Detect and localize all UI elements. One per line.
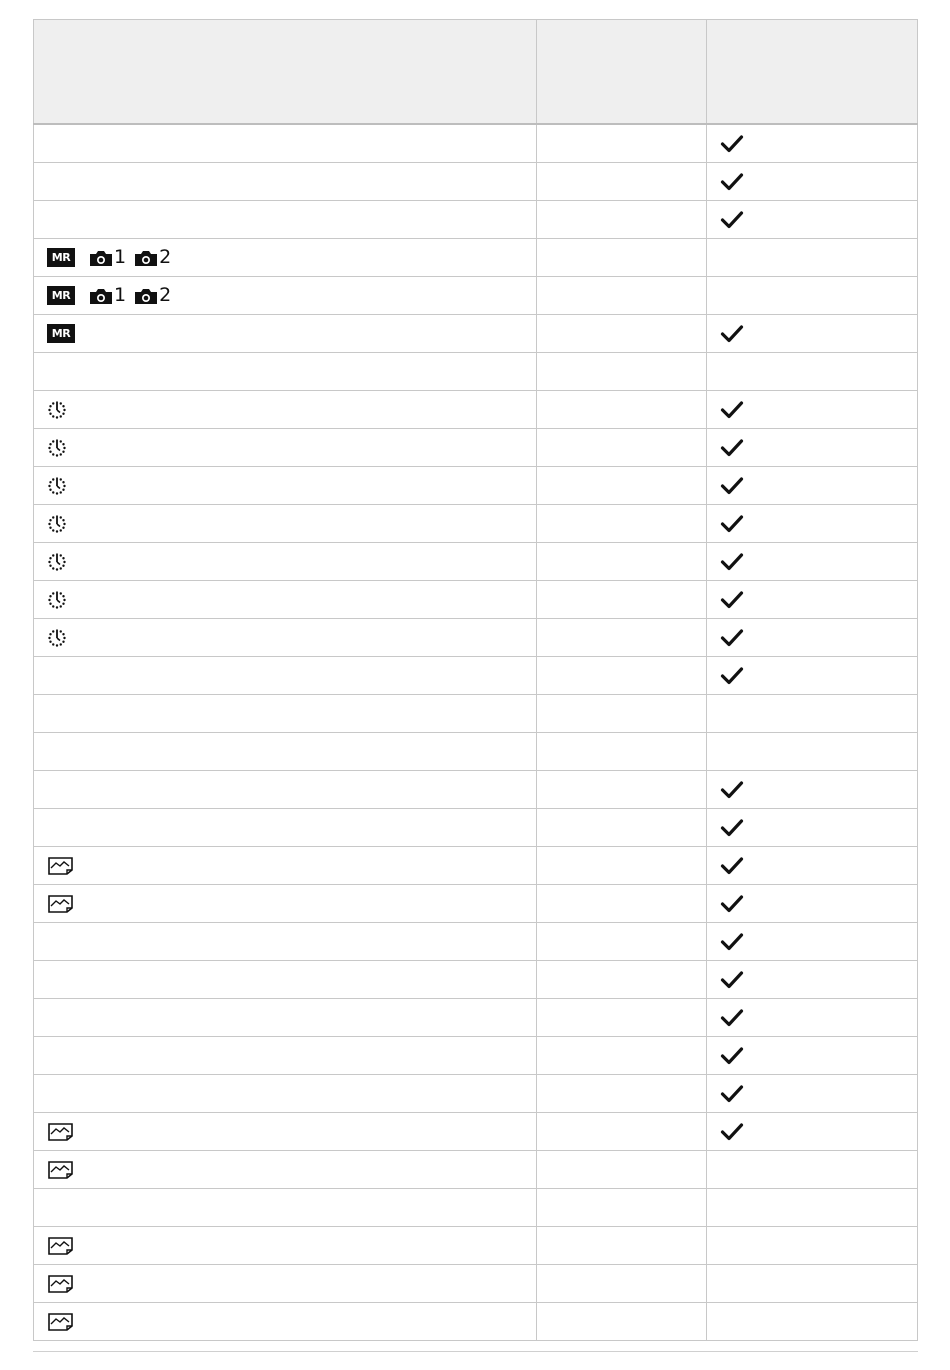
item-cell — [34, 733, 537, 771]
table-row — [34, 581, 918, 619]
self-timer-icon — [47, 590, 67, 610]
middle-cell — [536, 847, 706, 885]
item-cell — [34, 1151, 537, 1189]
item-cell — [34, 1227, 537, 1265]
table-row — [34, 1113, 918, 1151]
item-cell — [34, 771, 537, 809]
checkmark-icon — [720, 134, 744, 154]
header-cell-check — [706, 20, 917, 125]
check-cell — [706, 543, 917, 581]
check-cell — [706, 239, 917, 277]
checkmark-icon — [720, 970, 744, 990]
checkmark-icon — [720, 628, 744, 648]
self-timer-icon — [47, 552, 67, 572]
check-mark — [720, 552, 917, 572]
self-timer-icon — [47, 514, 67, 534]
item-icons — [47, 286, 536, 305]
check-mark — [720, 1008, 917, 1028]
middle-cell — [536, 277, 706, 315]
middle-cell — [536, 467, 706, 505]
check-cell — [706, 581, 917, 619]
camera-memory-number: 2 — [159, 246, 172, 268]
item-cell — [34, 201, 537, 239]
check-cell — [706, 695, 917, 733]
checkmark-icon — [720, 172, 744, 192]
check-cell — [706, 1037, 917, 1075]
self-timer-icon — [47, 400, 67, 420]
middle-cell — [536, 961, 706, 999]
item-icons — [47, 1236, 536, 1256]
check-cell — [706, 657, 917, 695]
checkmark-icon — [720, 856, 744, 876]
middle-cell — [536, 1151, 706, 1189]
settings-table — [33, 19, 918, 1341]
middle-cell — [536, 619, 706, 657]
item-icons — [47, 1122, 536, 1142]
item-icons — [47, 590, 536, 610]
checkmark-icon — [720, 932, 744, 952]
middle-cell — [536, 1265, 706, 1303]
check-mark — [720, 1122, 917, 1142]
table-row — [34, 619, 918, 657]
table-row — [34, 429, 918, 467]
checkmark-icon — [720, 324, 744, 344]
table-row — [34, 315, 918, 353]
middle-cell — [536, 201, 706, 239]
check-mark — [720, 818, 917, 838]
check-mark — [720, 210, 917, 230]
item-cell — [34, 1265, 537, 1303]
check-mark — [720, 400, 917, 420]
item-cell — [34, 885, 537, 923]
item-icons — [47, 1160, 536, 1180]
check-cell — [706, 619, 917, 657]
table-row — [34, 163, 918, 201]
table-row — [34, 695, 918, 733]
mr-badge-icon: MR — [47, 324, 75, 343]
table-row — [34, 1075, 918, 1113]
table-row — [34, 1303, 918, 1341]
item-icons — [47, 894, 536, 914]
camera-memory-group — [134, 286, 171, 305]
middle-cell — [536, 315, 706, 353]
table-row — [34, 733, 918, 771]
checkmark-icon — [720, 1046, 744, 1066]
checkmark-icon — [720, 210, 744, 230]
camera-memory-group — [134, 248, 171, 267]
checkmark-icon — [720, 476, 744, 496]
item-cell — [34, 1189, 537, 1227]
middle-cell — [536, 353, 706, 391]
page-bottom-rule — [33, 1351, 918, 1352]
table-row — [34, 1151, 918, 1189]
checkmark-icon — [720, 1008, 744, 1028]
item-cell — [34, 1037, 537, 1075]
item-cell — [34, 847, 537, 885]
mr-badge-icon: MR — [47, 248, 75, 267]
table-row — [34, 1227, 918, 1265]
check-mark — [720, 514, 917, 534]
check-cell — [706, 124, 917, 163]
item-cell — [34, 353, 537, 391]
check-mark — [720, 666, 917, 686]
item-icons — [47, 856, 536, 876]
item-cell — [34, 543, 537, 581]
picture-icon — [47, 894, 75, 914]
checkmark-icon — [720, 780, 744, 800]
middle-cell — [536, 999, 706, 1037]
table-row — [34, 961, 918, 999]
check-mark — [720, 438, 917, 458]
picture-icon — [47, 1274, 75, 1294]
check-cell — [706, 1265, 917, 1303]
middle-cell — [536, 733, 706, 771]
item-cell — [34, 505, 537, 543]
item-icons — [47, 1312, 536, 1332]
table-row — [34, 999, 918, 1037]
item-cell — [34, 619, 537, 657]
checkmark-icon — [720, 438, 744, 458]
check-mark — [720, 1084, 917, 1104]
table-row — [34, 124, 918, 163]
item-cell — [34, 163, 537, 201]
item-cell — [34, 277, 537, 315]
table-row — [34, 543, 918, 581]
item-icons — [47, 248, 536, 267]
middle-cell — [536, 1075, 706, 1113]
picture-icon — [47, 1312, 75, 1332]
item-icons — [47, 438, 536, 458]
item-cell — [34, 124, 537, 163]
middle-cell — [536, 657, 706, 695]
table-row — [34, 353, 918, 391]
item-cell — [34, 429, 537, 467]
item-cell — [34, 999, 537, 1037]
table-row — [34, 923, 918, 961]
check-cell — [706, 315, 917, 353]
middle-cell — [536, 1227, 706, 1265]
middle-cell — [536, 1303, 706, 1341]
middle-cell — [536, 391, 706, 429]
camera-icon — [89, 249, 113, 267]
check-cell — [706, 999, 917, 1037]
middle-cell — [536, 885, 706, 923]
self-timer-icon — [47, 628, 67, 648]
item-icons — [47, 1274, 536, 1294]
middle-cell — [536, 809, 706, 847]
check-cell — [706, 467, 917, 505]
table-row — [34, 771, 918, 809]
table-row — [34, 1189, 918, 1227]
mr-badge-icon: MR — [47, 286, 75, 305]
item-icons — [47, 324, 536, 343]
middle-cell — [536, 1189, 706, 1227]
table-row — [34, 809, 918, 847]
check-cell — [706, 1113, 917, 1151]
middle-cell — [536, 163, 706, 201]
item-icons — [47, 400, 536, 420]
checkmark-icon — [720, 552, 744, 572]
table-row — [34, 467, 918, 505]
header-cell-item — [34, 20, 537, 125]
middle-cell — [536, 771, 706, 809]
item-icons — [47, 514, 536, 534]
checkmark-icon — [720, 590, 744, 610]
camera-icon — [134, 249, 158, 267]
middle-cell — [536, 695, 706, 733]
picture-icon — [47, 1160, 75, 1180]
checkmark-icon — [720, 894, 744, 914]
middle-cell — [536, 124, 706, 163]
check-cell — [706, 733, 917, 771]
table-row — [34, 885, 918, 923]
check-cell — [706, 277, 917, 315]
checkmark-icon — [720, 818, 744, 838]
self-timer-icon — [47, 438, 67, 458]
table-row — [34, 505, 918, 543]
table-row — [34, 239, 918, 277]
item-cell — [34, 1113, 537, 1151]
camera-memory-number: 2 — [159, 284, 172, 306]
item-icons — [47, 628, 536, 648]
check-mark — [720, 172, 917, 192]
check-cell — [706, 505, 917, 543]
item-icons — [47, 552, 536, 572]
item-cell — [34, 1303, 537, 1341]
picture-icon — [47, 1236, 75, 1256]
table-header-row — [34, 20, 918, 125]
item-cell — [34, 239, 537, 277]
checkmark-icon — [720, 514, 744, 534]
check-mark — [720, 324, 917, 344]
item-cell — [34, 923, 537, 961]
check-cell — [706, 1227, 917, 1265]
item-cell — [34, 695, 537, 733]
check-cell — [706, 391, 917, 429]
check-mark — [720, 932, 917, 952]
camera-memory-group — [89, 286, 126, 305]
check-cell — [706, 1075, 917, 1113]
check-mark — [720, 134, 917, 154]
camera-memory-number: 1 — [114, 246, 127, 268]
middle-cell — [536, 581, 706, 619]
self-timer-icon — [47, 476, 67, 496]
check-cell — [706, 847, 917, 885]
check-mark — [720, 628, 917, 648]
table-row — [34, 391, 918, 429]
check-cell — [706, 429, 917, 467]
picture-icon — [47, 856, 75, 876]
check-mark — [720, 780, 917, 800]
check-cell — [706, 1303, 917, 1341]
check-mark — [720, 894, 917, 914]
middle-cell — [536, 239, 706, 277]
middle-cell — [536, 923, 706, 961]
header-cell-middle — [536, 20, 706, 125]
check-cell — [706, 961, 917, 999]
middle-cell — [536, 505, 706, 543]
check-cell — [706, 923, 917, 961]
check-cell — [706, 771, 917, 809]
check-cell — [706, 1151, 917, 1189]
item-cell — [34, 1075, 537, 1113]
camera-memory-group — [89, 248, 126, 267]
item-cell — [34, 391, 537, 429]
table-row — [34, 657, 918, 695]
middle-cell — [536, 543, 706, 581]
camera-icon — [89, 287, 113, 305]
check-mark — [720, 590, 917, 610]
middle-cell — [536, 429, 706, 467]
item-cell — [34, 467, 537, 505]
item-cell — [34, 961, 537, 999]
check-cell — [706, 163, 917, 201]
check-mark — [720, 970, 917, 990]
camera-icon — [134, 287, 158, 305]
table-row — [34, 847, 918, 885]
middle-cell — [536, 1113, 706, 1151]
check-cell — [706, 885, 917, 923]
table-row — [34, 1265, 918, 1303]
item-icons — [47, 476, 536, 496]
checkmark-icon — [720, 1122, 744, 1142]
check-cell — [706, 809, 917, 847]
item-cell — [34, 315, 537, 353]
check-mark — [720, 856, 917, 876]
table-row — [34, 201, 918, 239]
check-cell — [706, 1189, 917, 1227]
item-cell — [34, 657, 537, 695]
check-mark — [720, 476, 917, 496]
item-cell — [34, 581, 537, 619]
middle-cell — [536, 1037, 706, 1075]
checkmark-icon — [720, 400, 744, 420]
table-row — [34, 1037, 918, 1075]
checkmark-icon — [720, 666, 744, 686]
item-cell — [34, 809, 537, 847]
check-mark — [720, 1046, 917, 1066]
check-cell — [706, 353, 917, 391]
checkmark-icon — [720, 1084, 744, 1104]
picture-icon — [47, 1122, 75, 1142]
check-cell — [706, 201, 917, 239]
camera-memory-number: 1 — [114, 284, 127, 306]
table-row — [34, 277, 918, 315]
